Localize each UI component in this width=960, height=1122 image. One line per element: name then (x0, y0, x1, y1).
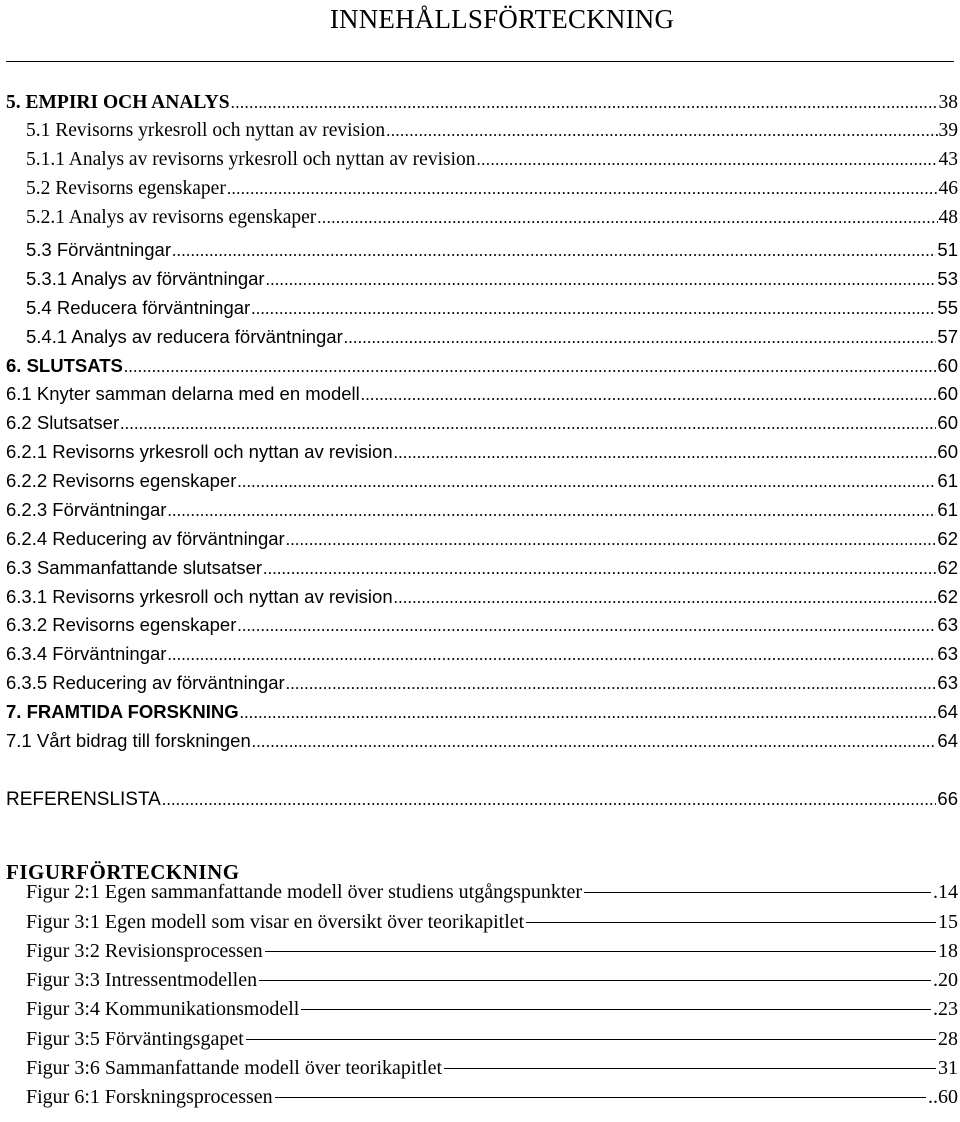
toc-entry[interactable] (6, 438, 958, 466)
toc-entry-label: REFERENSLISTA (6, 789, 161, 810)
dot-leader (124, 353, 937, 381)
figure-entry-label: Figur 3:4 Kommunikationsmodell (26, 998, 300, 1020)
toc-entry-label: 7.1 Vårt bidrag till forskningen (6, 730, 251, 751)
toc-entry-label: 6.2.2 Revisorns egenskaper (6, 470, 237, 491)
toc-entry[interactable] (26, 146, 958, 174)
toc-entry-page-number: 60 (937, 383, 958, 404)
figure-entry-page-number: 15 (938, 911, 958, 933)
figure-leader-dots: . (933, 969, 938, 991)
dot-leader (227, 175, 938, 203)
toc-entry-label: 5.2.1 Analys av revisorns egenskaper (26, 207, 317, 228)
toc-entry-page-number: 63 (937, 643, 958, 664)
toc-entry[interactable] (26, 265, 958, 293)
toc-entry-label: 5.3 Förväntningar (26, 239, 172, 260)
dot-leader (240, 699, 937, 727)
toc-entry-page-number: 51 (937, 239, 958, 260)
toc-entry-page-number: 57 (937, 326, 958, 347)
dot-leader (162, 786, 937, 814)
toc-entry[interactable] (6, 669, 958, 697)
toc-entry-label: 6.2 Slutsatser (6, 412, 120, 433)
toc-entry[interactable] (6, 640, 958, 668)
figure-leader-line (526, 922, 936, 923)
toc-entry-label: 6.3.5 Reducering av förväntningar (6, 672, 285, 693)
toc-entry-label: 5. EMPIRI OCH ANALYS (6, 92, 230, 113)
figure-entry-label: Figur 3:2 Revisionsprocessen (26, 940, 263, 962)
figure-leader-line (265, 951, 936, 952)
toc-entry-label: 5.4 Reducera förväntningar (26, 297, 251, 318)
figure-leader-line (275, 1097, 926, 1098)
toc-entry-page-number: 64 (937, 701, 958, 722)
toc-entry-page-number: 61 (937, 499, 958, 520)
dot-leader (231, 89, 938, 117)
toc-entry[interactable] (6, 583, 958, 611)
toc-entry-page-number: 62 (937, 586, 958, 607)
figure-entry-label: Figur 6:1 Forskningsprocessen (26, 1086, 273, 1108)
toc-entry[interactable] (26, 175, 958, 203)
figure-entry-page-number: 20 (938, 969, 958, 991)
toc-entry[interactable] (6, 467, 958, 495)
toc-entry-page-number: 43 (938, 149, 958, 170)
figure-leader-line (246, 1039, 936, 1040)
dot-leader (286, 670, 937, 698)
toc-entry-page-number: 38 (938, 92, 958, 113)
toc-entry-page-number: 63 (937, 672, 958, 693)
dot-leader (252, 728, 937, 756)
figure-leader-dots: . (933, 998, 938, 1020)
toc-entry[interactable] (6, 785, 958, 813)
figure-entry-page-number: 18 (938, 940, 958, 962)
dot-leader (167, 497, 936, 525)
toc-entry[interactable] (6, 525, 958, 553)
toc-entry[interactable] (6, 409, 958, 437)
toc-entry[interactable] (6, 496, 958, 524)
toc-entry-page-number: 55 (937, 297, 958, 318)
toc-entry-label: 5.4.1 Analys av reducera förväntningar (26, 326, 343, 347)
toc-entry[interactable] (26, 323, 958, 351)
toc-entry-page-number: 39 (938, 120, 958, 141)
toc-entry[interactable] (6, 611, 958, 639)
figure-entry[interactable] (26, 1083, 958, 1111)
figure-entry-label: Figur 2:1 Egen sammanfattande modell över studiens utgångspunkter (26, 881, 582, 903)
toc-entry[interactable] (6, 380, 958, 408)
toc-entry[interactable] (6, 727, 958, 755)
figure-leader-dots: .. (928, 1086, 938, 1108)
figure-entry-page-number: 23 (938, 998, 958, 1020)
toc-entry-label: 5.1 Revisorns yrkesroll och nyttan av revision (26, 120, 386, 141)
toc-entry[interactable] (26, 294, 958, 322)
toc-entry-page-number: 48 (938, 207, 958, 228)
figure-entry[interactable] (26, 966, 958, 994)
toc-entry[interactable] (26, 204, 958, 232)
toc-entry-page-number: 62 (937, 557, 958, 578)
dot-leader (386, 117, 937, 145)
toc-entry-page-number: 60 (937, 355, 958, 376)
title-rule (6, 61, 954, 62)
toc-entry-page-number: 60 (937, 412, 958, 433)
toc-entry-page-number: 64 (937, 730, 958, 751)
figure-entry-page-number: 60 (938, 1086, 958, 1108)
toc-entry-page-number: 46 (938, 178, 958, 199)
dot-leader (344, 324, 937, 352)
dot-leader (266, 266, 937, 294)
toc-entry-label: 6.3.2 Revisorns egenskaper (6, 614, 237, 635)
figure-entry-page-number: 28 (938, 1028, 958, 1050)
toc-entry-label: 6.3.4 Förväntningar (6, 643, 167, 664)
toc-entry-label: 6.2.1 Revisorns yrkesroll och nyttan av revision (6, 441, 393, 462)
dot-leader (237, 468, 936, 496)
dot-leader (317, 204, 937, 232)
figure-entry-label: Figur 3:1 Egen modell som visar en översikt över teorikapitlet (26, 911, 525, 933)
toc-entry-page-number: 62 (937, 528, 958, 549)
toc-entry[interactable] (6, 352, 958, 380)
toc-entry-label: 6.2.3 Förväntningar (6, 499, 167, 520)
figure-leader-dots: . (933, 881, 938, 903)
dot-leader (251, 295, 936, 323)
figure-entry-page-number: 14 (938, 881, 958, 903)
figures-heading: FIGURFÖRTECKNING (6, 860, 240, 884)
dot-leader (120, 410, 936, 438)
dot-leader (172, 237, 936, 265)
figure-entry-label: Figur 3:3 Intressentmodellen (26, 969, 258, 991)
toc-entry-page-number: 66 (937, 788, 958, 809)
figure-entry[interactable] (26, 1054, 958, 1082)
figure-entry-page-number: 31 (938, 1057, 958, 1079)
figure-entry[interactable] (26, 937, 958, 965)
dot-leader (394, 584, 937, 612)
toc-entry[interactable] (6, 89, 958, 117)
toc-entry-page-number: 63 (937, 614, 958, 635)
figure-entry[interactable] (26, 878, 958, 906)
toc-entry-label: 7. FRAMTIDA FORSKNING (6, 701, 239, 722)
toc-entry-page-number: 61 (937, 470, 958, 491)
figure-entry-label: Figur 3:6 Sammanfattande modell över teorikapitlet (26, 1057, 443, 1079)
figure-entry-label: Figur 3:5 Förväntingsgapet (26, 1028, 244, 1050)
toc-entry[interactable] (26, 236, 958, 264)
dot-leader (394, 439, 937, 467)
toc-entry[interactable] (26, 117, 958, 145)
toc-entry-label: 5.1.1 Analys av revisorns yrkesroll och nyttan av revision (26, 149, 476, 170)
toc-entry-page-number: 53 (937, 268, 958, 289)
figure-entry[interactable] (26, 995, 958, 1023)
toc-entry-label: 6.3.1 Revisorns yrkesroll och nyttan av revision (6, 586, 393, 607)
figure-leader-line (444, 1068, 936, 1069)
page-title: INNEHÅLLSFÖRTECKNING (329, 4, 675, 34)
figure-leader-line (584, 892, 931, 893)
toc-entry-label: 6. SLUTSATS (6, 355, 123, 376)
toc-entry-label: 6.2.4 Reducering av förväntningar (6, 528, 285, 549)
toc-entry-label: 5.3.1 Analys av förväntningar (26, 268, 265, 289)
figure-entry[interactable] (26, 908, 958, 936)
dot-leader (237, 612, 936, 640)
figure-leader-line (301, 1009, 931, 1010)
dot-leader (286, 526, 937, 554)
toc-entry-page-number: 60 (937, 441, 958, 462)
dot-leader (263, 555, 936, 583)
figure-entry[interactable] (26, 1025, 958, 1053)
toc-entry[interactable] (6, 698, 958, 726)
toc-entry[interactable] (6, 554, 958, 582)
toc-entry-label: 6.1 Knyter samman delarna med en modell (6, 383, 360, 404)
dot-leader (361, 381, 937, 409)
toc-entry-label: 5.2 Revisorns egenskaper (26, 178, 226, 199)
figure-leader-line (259, 980, 931, 981)
toc-entry-label: 6.3 Sammanfattande slutsatser (6, 557, 263, 578)
dot-leader (477, 146, 938, 174)
dot-leader (167, 641, 936, 669)
